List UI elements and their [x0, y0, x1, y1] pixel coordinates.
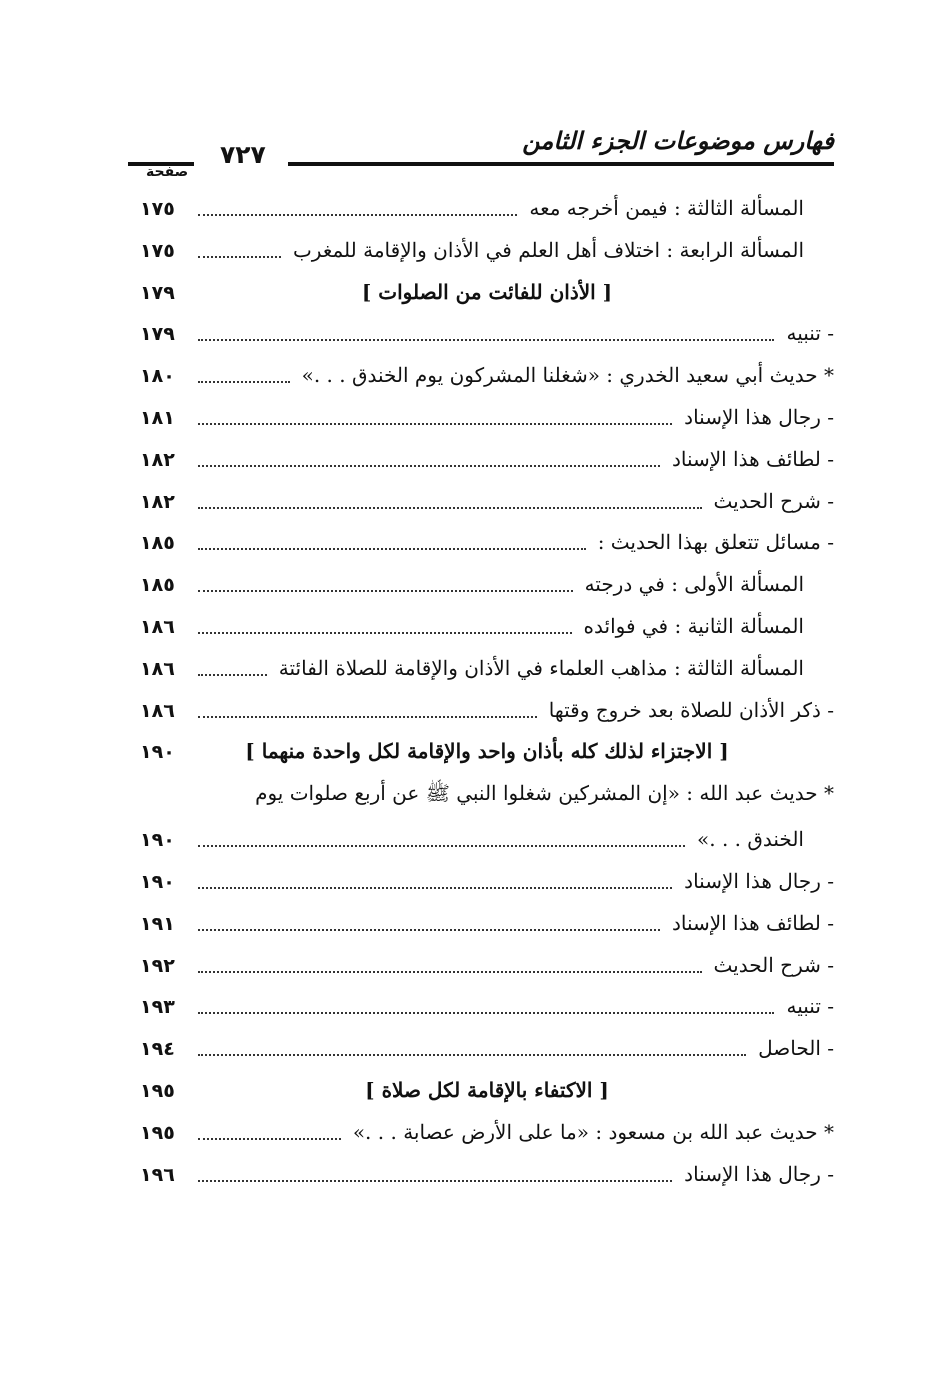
toc-entry-page: ١٩٥ — [140, 1121, 175, 1144]
toc-entry — [140, 234, 834, 276]
toc-entry — [140, 568, 834, 610]
toc-entry — [140, 401, 834, 443]
toc-entry-page: ١٨٢ — [140, 448, 175, 471]
dot-leader — [198, 381, 290, 383]
toc-entry — [140, 907, 834, 949]
toc-entry-title: - رجال هذا الإسناد — [684, 868, 834, 893]
toc-entry-title: * حديث أبي سعيد الخدري : «شغلنا المشركون يوم الخندق . . .» — [301, 363, 834, 388]
toc-entry-page: ١٨١ — [140, 406, 175, 429]
toc-entry-page: ١٧٩ — [140, 323, 175, 346]
toc-entry-title: - تنبيه — [786, 994, 834, 1019]
toc-entry-title: - شرح الحديث — [713, 488, 834, 513]
toc-entry-page: ١٩٠ — [140, 870, 175, 893]
page-header — [128, 118, 834, 178]
toc-section-heading — [140, 276, 834, 318]
dot-leader — [198, 423, 672, 425]
toc-entry — [140, 694, 834, 736]
toc-entry-page: ١٩٢ — [140, 954, 175, 977]
toc-entry-title: [ الاكتفاء بالإقامة لكل صلاة ] — [365, 1077, 609, 1102]
toc-entry — [140, 526, 834, 568]
toc-entry-title: المسألة الثالثة : فيمن أخرجه معه — [529, 196, 804, 220]
dot-leader — [198, 1180, 672, 1182]
dot-leader — [198, 1012, 774, 1014]
toc-entry-page: ١٧٩ — [140, 281, 175, 304]
toc-entry-title: - لطائف هذا الإسناد — [671, 446, 834, 471]
toc-entry-title: - رجال هذا الإسناد — [684, 1161, 834, 1186]
toc-entry — [140, 865, 834, 907]
toc-entry-page: ١٧٥ — [140, 198, 175, 220]
dot-leader — [198, 971, 702, 973]
toc-entry-title: - رجال هذا الإسناد — [684, 404, 834, 429]
toc-entry-page: ١٩١ — [140, 912, 175, 935]
dot-leader — [198, 256, 281, 258]
dot-leader — [198, 465, 660, 467]
dot-leader — [198, 339, 774, 341]
toc-entry — [140, 443, 834, 485]
toc-entry-title: * حديث عبد الله بن مسعود : «ما على الأرض عصابة . . .» — [352, 1119, 834, 1144]
toc-entry-page: ١٨٢ — [140, 490, 175, 513]
toc-entry-title: - لطائف هذا الإسناد — [671, 910, 834, 935]
toc-entry-page: ١٩٣ — [140, 996, 175, 1019]
toc-entry — [140, 359, 834, 401]
toc-entry-title: المسألة الرابعة : اختلاف أهل العلم في الأذان والإقامة للمغرب — [292, 237, 804, 262]
toc-entry-title: - شرح الحديث — [713, 952, 834, 977]
running-title: فهارس موضوعات الجزء الثامن — [522, 126, 834, 155]
dot-leader — [198, 845, 685, 847]
toc-entry-page: ١٩٤ — [140, 1038, 175, 1061]
toc-entry-title: الخندق . . .» — [697, 827, 804, 852]
page-column-label: صفحة — [146, 164, 189, 180]
dot-leader — [198, 632, 572, 634]
page-number: ٧٢٧ — [220, 140, 266, 169]
toc-section-heading — [140, 1074, 834, 1116]
toc-entry-title: [ الأذان للفائت من الصلوات ] — [361, 279, 613, 304]
toc-entry — [140, 652, 834, 694]
dot-leader — [198, 548, 586, 550]
dot-leader — [198, 716, 537, 718]
toc-entry-title: [ الاجتزاء لذلك كله بأذان واحد والإقامة لكل واحدة منهما ] — [245, 739, 729, 764]
toc-entry-title: المسألة الثانية : في فوائده — [583, 613, 804, 638]
toc-entry-page: ١٩٥ — [140, 1079, 175, 1102]
toc-entry — [140, 317, 834, 359]
toc-entry — [140, 485, 834, 527]
toc-entry — [140, 1158, 834, 1200]
toc-entry — [140, 1116, 834, 1158]
toc-entry-title: المسألة الأولى : في درجته — [584, 572, 804, 597]
toc-entry-title: * حديث عبد الله : «إن المشركين شغلوا النبي ﷺ عن أربع صلوات يوم — [255, 781, 834, 806]
toc-entry — [140, 777, 834, 823]
toc-entry-page: ١٨٦ — [140, 699, 175, 722]
dot-leader — [198, 887, 672, 889]
dot-leader — [198, 590, 573, 592]
dot-leader — [198, 929, 660, 931]
toc-entry-title: - مسائل تتعلق بهذا الحديث : — [597, 530, 834, 555]
toc-entry-page: ١٩٠ — [140, 741, 175, 764]
toc-entry-title: المسألة الثالثة : مذاهب العلماء في الأذان والإقامة للصلاة الفائتة — [278, 655, 804, 680]
toc-entry-page: ١٧٥ — [140, 239, 175, 262]
toc-entry — [140, 1032, 834, 1074]
toc-entry — [140, 823, 834, 865]
table-of-contents — [140, 192, 834, 1199]
toc-entry — [140, 192, 834, 234]
dot-leader — [198, 214, 517, 216]
dot-leader — [198, 1054, 746, 1056]
header-rule-right — [288, 162, 834, 166]
toc-entry-page: ١٩٠ — [140, 829, 175, 852]
toc-entry-page: ١٨٦ — [140, 657, 175, 680]
dot-leader — [198, 1138, 341, 1140]
dot-leader — [198, 507, 702, 509]
toc-entry-page: ١٨٠ — [140, 365, 175, 388]
toc-entry-title: - ذكر الأذان للصلاة بعد خروج وقتها — [548, 697, 834, 722]
toc-entry — [140, 610, 834, 652]
toc-entry-page: ١٨٦ — [140, 615, 175, 638]
toc-entry-title: - تنبيه — [786, 321, 834, 346]
dot-leader — [198, 674, 267, 676]
toc-entry — [140, 990, 834, 1032]
toc-section-heading — [140, 735, 834, 777]
toc-entry-page: ١٩٦ — [140, 1163, 175, 1186]
toc-entry-page: ١٨٥ — [140, 532, 175, 555]
toc-entry — [140, 949, 834, 991]
toc-entry-page: ١٨٥ — [140, 574, 175, 597]
toc-entry-title: - الحاصل — [758, 1036, 834, 1061]
